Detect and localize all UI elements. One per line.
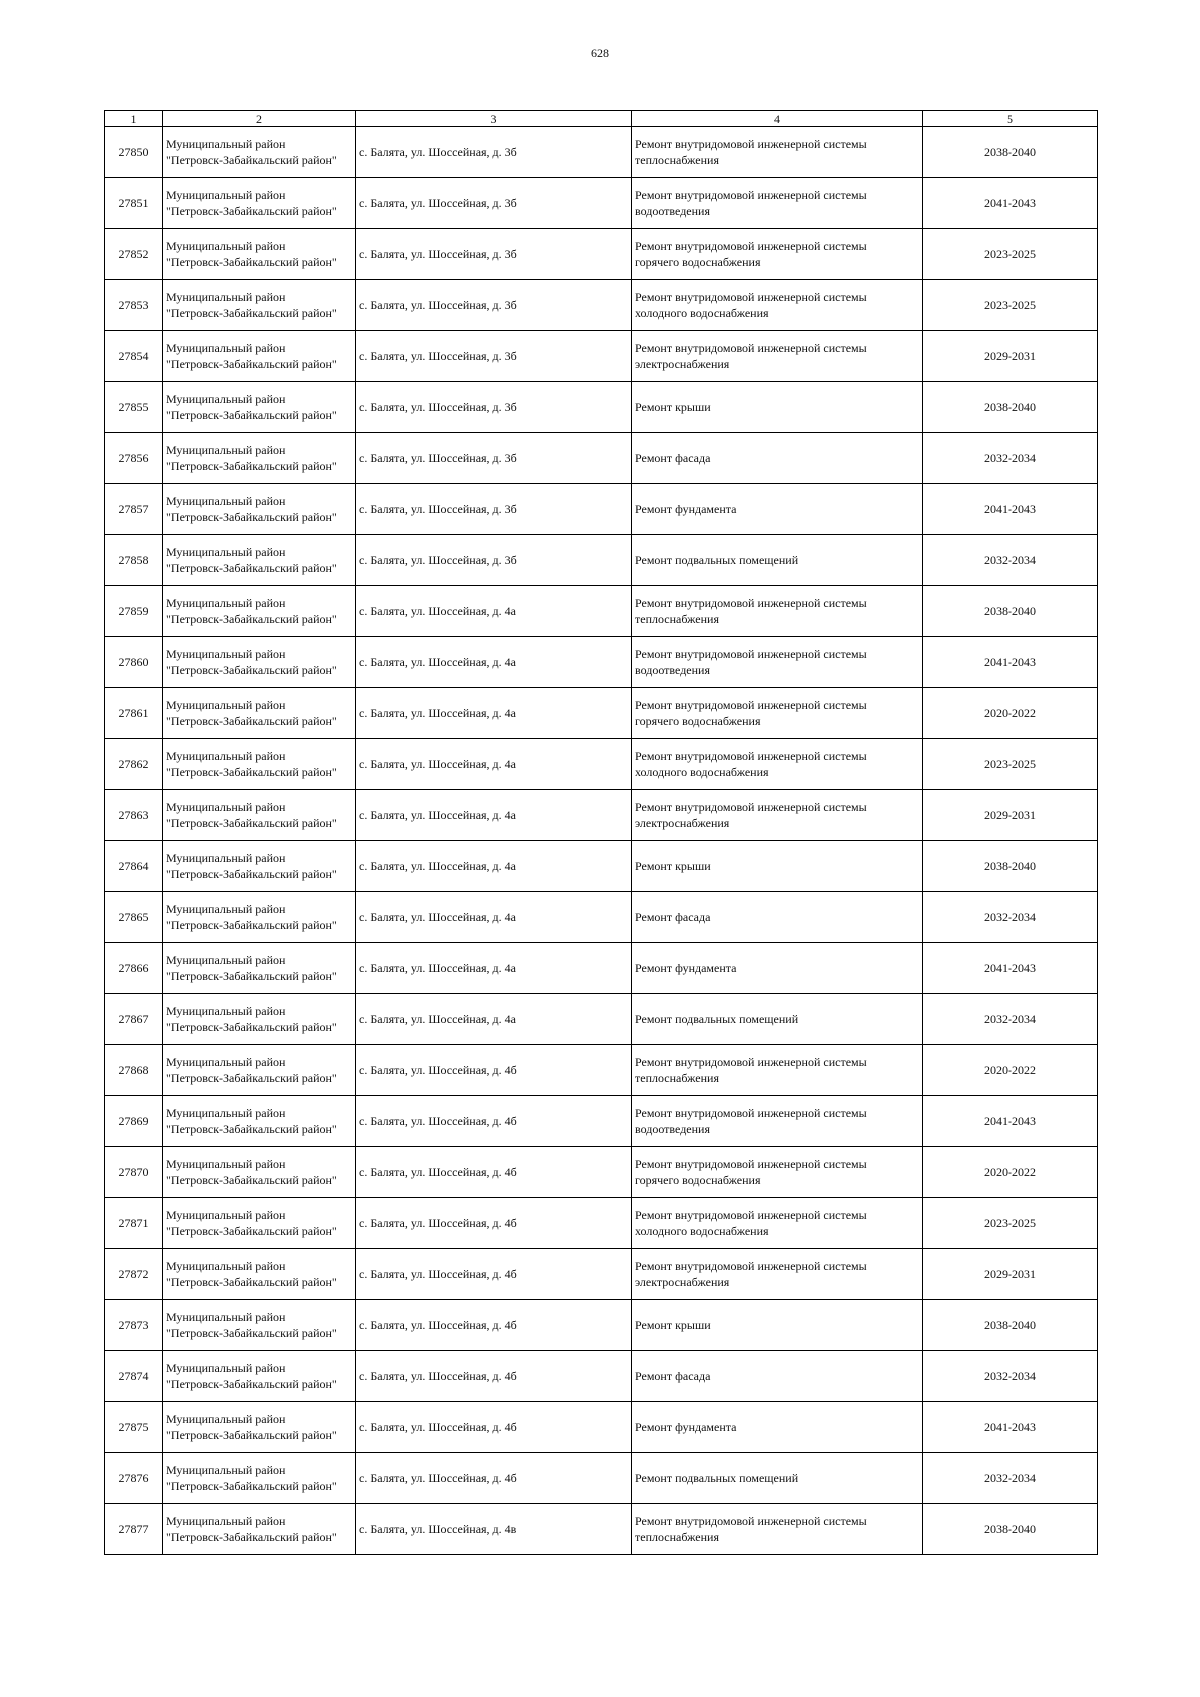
table-row xyxy=(105,382,1098,433)
municipality-line-1: Муниципальный район xyxy=(166,1412,286,1426)
planned-period: 2020-2022 xyxy=(923,1045,1098,1096)
planned-period: 2038-2040 xyxy=(923,841,1098,892)
municipality-line-2: "Петровск-Забайкальский район" xyxy=(166,561,337,575)
planned-period: 2041-2043 xyxy=(923,178,1098,229)
municipality-line-2: "Петровск-Забайкальский район" xyxy=(166,204,337,218)
work-type-line-1: Ремонт внутридомовой инженерной системы xyxy=(635,1106,867,1120)
table-row xyxy=(105,1300,1098,1351)
work-type-cell xyxy=(632,433,923,484)
work-type-line-2: теплоснабжения xyxy=(635,1071,719,1085)
municipality-line-2: "Петровск-Забайкальский район" xyxy=(166,612,337,626)
municipality-line-2: "Петровск-Забайкальский район" xyxy=(166,1326,337,1340)
municipality-line-2: "Петровск-Забайкальский район" xyxy=(166,1071,337,1085)
work-type-cell xyxy=(632,994,923,1045)
municipality-cell xyxy=(163,1402,356,1453)
work-type-cell xyxy=(632,1504,923,1555)
column-number-row xyxy=(105,111,1098,127)
table-row xyxy=(105,586,1098,637)
work-type-line-2: теплоснабжения xyxy=(635,612,719,626)
planned-period: 2038-2040 xyxy=(923,127,1098,178)
municipality-line-2: "Петровск-Забайкальский район" xyxy=(166,867,337,881)
column-header: 1 xyxy=(105,111,163,127)
municipality-line-1: Муниципальный район xyxy=(166,749,286,763)
address-cell: с. Балята, ул. Шоссейная, д. 4а xyxy=(356,790,632,841)
work-type-line-1: Ремонт фасада xyxy=(635,451,711,465)
work-type-cell xyxy=(632,535,923,586)
municipality-cell xyxy=(163,790,356,841)
municipality-line-2: "Петровск-Забайкальский район" xyxy=(166,153,337,167)
table-row xyxy=(105,1504,1098,1555)
municipality-cell xyxy=(163,1453,356,1504)
municipality-line-2: "Петровск-Забайкальский район" xyxy=(166,459,337,473)
record-number: 27851 xyxy=(105,178,163,229)
record-number: 27872 xyxy=(105,1249,163,1300)
work-type-cell xyxy=(632,178,923,229)
municipality-line-1: Муниципальный район xyxy=(166,800,286,814)
municipality-cell xyxy=(163,1300,356,1351)
work-type-cell xyxy=(632,382,923,433)
record-number: 27866 xyxy=(105,943,163,994)
record-number: 27858 xyxy=(105,535,163,586)
address-cell: с. Балята, ул. Шоссейная, д. 4а xyxy=(356,739,632,790)
work-type-cell xyxy=(632,1096,923,1147)
table-row xyxy=(105,1198,1098,1249)
address-cell: с. Балята, ул. Шоссейная, д. 4б xyxy=(356,1300,632,1351)
municipality-cell xyxy=(163,994,356,1045)
planned-period: 2032-2034 xyxy=(923,433,1098,484)
work-type-line-1: Ремонт крыши xyxy=(635,859,711,873)
record-number: 27860 xyxy=(105,637,163,688)
address-cell: с. Балята, ул. Шоссейная, д. 3б xyxy=(356,484,632,535)
work-type-cell xyxy=(632,1198,923,1249)
record-number: 27850 xyxy=(105,127,163,178)
table-row xyxy=(105,688,1098,739)
work-type-cell xyxy=(632,1249,923,1300)
record-number: 27869 xyxy=(105,1096,163,1147)
work-type-line-1: Ремонт внутридомовой инженерной системы xyxy=(635,698,867,712)
work-type-line-2: водоотведения xyxy=(635,204,710,218)
column-header: 5 xyxy=(923,111,1098,127)
work-type-cell xyxy=(632,790,923,841)
municipality-line-1: Муниципальный район xyxy=(166,1157,286,1171)
work-type-line-1: Ремонт внутридомовой инженерной системы xyxy=(635,341,867,355)
planned-period: 2032-2034 xyxy=(923,1351,1098,1402)
municipality-cell xyxy=(163,943,356,994)
planned-period: 2032-2034 xyxy=(923,892,1098,943)
municipality-line-1: Муниципальный район xyxy=(166,902,286,916)
work-type-line-1: Ремонт внутридомовой инженерной системы xyxy=(635,1208,867,1222)
table-row xyxy=(105,841,1098,892)
municipality-line-2: "Петровск-Забайкальский район" xyxy=(166,1530,337,1544)
page-number: 628 xyxy=(591,46,609,60)
work-type-cell xyxy=(632,1045,923,1096)
work-type-line-1: Ремонт внутридомовой инженерной системы xyxy=(635,1055,867,1069)
work-type-line-1: Ремонт фундамента xyxy=(635,502,737,516)
work-type-line-2: водоотведения xyxy=(635,1122,710,1136)
column-header: 3 xyxy=(356,111,632,127)
table-row xyxy=(105,637,1098,688)
work-type-cell xyxy=(632,484,923,535)
municipality-line-1: Муниципальный район xyxy=(166,1514,286,1528)
work-type-cell xyxy=(632,331,923,382)
planned-period: 2032-2034 xyxy=(923,994,1098,1045)
work-type-line-2: горячего водоснабжения xyxy=(635,714,761,728)
record-number: 27852 xyxy=(105,229,163,280)
municipality-line-1: Муниципальный район xyxy=(166,1463,286,1477)
address-cell: с. Балята, ул. Шоссейная, д. 4а xyxy=(356,994,632,1045)
municipality-line-1: Муниципальный район xyxy=(166,1259,286,1273)
work-type-line-1: Ремонт крыши xyxy=(635,400,711,414)
planned-period: 2032-2034 xyxy=(923,535,1098,586)
address-cell: с. Балята, ул. Шоссейная, д. 4б xyxy=(356,1402,632,1453)
work-type-line-1: Ремонт внутридомовой инженерной системы xyxy=(635,188,867,202)
work-type-line-1: Ремонт внутридомовой инженерной системы xyxy=(635,647,867,661)
work-type-cell xyxy=(632,739,923,790)
planned-period: 2041-2043 xyxy=(923,1402,1098,1453)
address-cell: с. Балята, ул. Шоссейная, д. 4в xyxy=(356,1504,632,1555)
record-number: 27853 xyxy=(105,280,163,331)
work-type-cell xyxy=(632,1147,923,1198)
work-type-line-2: теплоснабжения xyxy=(635,153,719,167)
planned-period: 2041-2043 xyxy=(923,637,1098,688)
municipality-line-2: "Петровск-Забайкальский район" xyxy=(166,1428,337,1442)
record-number: 27861 xyxy=(105,688,163,739)
address-cell: с. Балята, ул. Шоссейная, д. 4а xyxy=(356,943,632,994)
municipality-cell xyxy=(163,841,356,892)
municipality-line-1: Муниципальный район xyxy=(166,443,286,457)
municipality-cell xyxy=(163,1096,356,1147)
municipality-line-1: Муниципальный район xyxy=(166,290,286,304)
planned-period: 2038-2040 xyxy=(923,382,1098,433)
planned-period: 2032-2034 xyxy=(923,1453,1098,1504)
work-type-line-1: Ремонт внутридомовой инженерной системы xyxy=(635,290,867,304)
municipality-line-1: Муниципальный район xyxy=(166,392,286,406)
municipality-line-1: Муниципальный район xyxy=(166,545,286,559)
record-number: 27865 xyxy=(105,892,163,943)
work-type-line-1: Ремонт подвальных помещений xyxy=(635,1471,799,1485)
column-header: 4 xyxy=(632,111,923,127)
table-row xyxy=(105,892,1098,943)
municipality-line-1: Муниципальный район xyxy=(166,1004,286,1018)
planned-period: 2038-2040 xyxy=(923,1300,1098,1351)
work-type-cell xyxy=(632,1351,923,1402)
municipality-cell xyxy=(163,892,356,943)
planned-period: 2041-2043 xyxy=(923,1096,1098,1147)
municipality-cell xyxy=(163,280,356,331)
address-cell: с. Балята, ул. Шоссейная, д. 3б xyxy=(356,535,632,586)
address-cell: с. Балята, ул. Шоссейная, д. 4а xyxy=(356,586,632,637)
planned-period: 2023-2025 xyxy=(923,229,1098,280)
table-row xyxy=(105,943,1098,994)
work-type-line-1: Ремонт внутридомовой инженерной системы xyxy=(635,749,867,763)
municipality-cell xyxy=(163,382,356,433)
municipality-line-1: Муниципальный район xyxy=(166,953,286,967)
work-type-cell xyxy=(632,229,923,280)
work-type-line-1: Ремонт фасада xyxy=(635,1369,711,1383)
planned-period: 2023-2025 xyxy=(923,1198,1098,1249)
work-type-line-1: Ремонт внутридомовой инженерной системы xyxy=(635,596,867,610)
work-type-line-1: Ремонт подвальных помещений xyxy=(635,1012,799,1026)
address-cell: с. Балята, ул. Шоссейная, д. 3б xyxy=(356,178,632,229)
municipality-line-1: Муниципальный район xyxy=(166,1106,286,1120)
work-type-line-2: водоотведения xyxy=(635,663,710,677)
municipality-cell xyxy=(163,535,356,586)
municipality-line-2: "Петровск-Забайкальский район" xyxy=(166,1173,337,1187)
table-row xyxy=(105,1351,1098,1402)
work-type-cell xyxy=(632,586,923,637)
address-cell: с. Балята, ул. Шоссейная, д. 4а xyxy=(356,688,632,739)
municipality-cell xyxy=(163,331,356,382)
municipality-line-1: Муниципальный район xyxy=(166,137,286,151)
work-type-line-1: Ремонт подвальных помещений xyxy=(635,553,799,567)
record-number: 27876 xyxy=(105,1453,163,1504)
municipality-line-2: "Петровск-Забайкальский район" xyxy=(166,1275,337,1289)
address-cell: с. Балята, ул. Шоссейная, д. 3б xyxy=(356,382,632,433)
municipality-line-2: "Петровск-Забайкальский район" xyxy=(166,1224,337,1238)
work-type-cell xyxy=(632,892,923,943)
address-cell: с. Балята, ул. Шоссейная, д. 4б xyxy=(356,1453,632,1504)
municipality-line-2: "Петровск-Забайкальский район" xyxy=(166,1479,337,1493)
work-type-line-1: Ремонт внутридомовой инженерной системы xyxy=(635,1157,867,1171)
work-type-line-2: теплоснабжения xyxy=(635,1530,719,1544)
capital-repair-table xyxy=(104,110,1098,1555)
address-cell: с. Балята, ул. Шоссейная, д. 3б xyxy=(356,433,632,484)
municipality-line-2: "Петровск-Забайкальский район" xyxy=(166,408,337,422)
municipality-line-2: "Петровск-Забайкальский район" xyxy=(166,1122,337,1136)
work-type-line-1: Ремонт внутридомовой инженерной системы xyxy=(635,800,867,814)
address-cell: с. Балята, ул. Шоссейная, д. 4а xyxy=(356,637,632,688)
municipality-line-2: "Петровск-Забайкальский район" xyxy=(166,510,337,524)
municipality-line-1: Муниципальный район xyxy=(166,1055,286,1069)
work-type-line-1: Ремонт внутридомовой инженерной системы xyxy=(635,1259,867,1273)
work-type-line-2: холодного водоснабжения xyxy=(635,1224,769,1238)
address-cell: с. Балята, ул. Шоссейная, д. 4б xyxy=(356,1351,632,1402)
work-type-cell xyxy=(632,1300,923,1351)
table-row xyxy=(105,178,1098,229)
municipality-line-2: "Петровск-Забайкальский район" xyxy=(166,357,337,371)
table-row xyxy=(105,535,1098,586)
address-cell: с. Балята, ул. Шоссейная, д. 4а xyxy=(356,892,632,943)
municipality-cell xyxy=(163,739,356,790)
work-type-line-1: Ремонт фундамента xyxy=(635,1420,737,1434)
table-row xyxy=(105,1249,1098,1300)
municipality-line-1: Муниципальный район xyxy=(166,494,286,508)
municipality-cell xyxy=(163,1351,356,1402)
address-cell: с. Балята, ул. Шоссейная, д. 4а xyxy=(356,841,632,892)
record-number: 27873 xyxy=(105,1300,163,1351)
table-row xyxy=(105,280,1098,331)
record-number: 27877 xyxy=(105,1504,163,1555)
table-row xyxy=(105,1045,1098,1096)
address-cell: с. Балята, ул. Шоссейная, д. 4б xyxy=(356,1198,632,1249)
record-number: 27874 xyxy=(105,1351,163,1402)
municipality-line-2: "Петровск-Забайкальский район" xyxy=(166,255,337,269)
address-cell: с. Балята, ул. Шоссейная, д. 3б xyxy=(356,127,632,178)
planned-period: 2023-2025 xyxy=(923,739,1098,790)
table-row xyxy=(105,1147,1098,1198)
record-number: 27857 xyxy=(105,484,163,535)
municipality-line-2: "Петровск-Забайкальский район" xyxy=(166,918,337,932)
work-type-line-1: Ремонт внутридомовой инженерной системы xyxy=(635,239,867,253)
table-row xyxy=(105,331,1098,382)
record-number: 27867 xyxy=(105,994,163,1045)
municipality-line-2: "Петровск-Забайкальский район" xyxy=(166,306,337,320)
municipality-line-1: Муниципальный район xyxy=(166,188,286,202)
address-cell: с. Балята, ул. Шоссейная, д. 3б xyxy=(356,331,632,382)
address-cell: с. Балята, ул. Шоссейная, д. 3б xyxy=(356,280,632,331)
work-type-cell xyxy=(632,943,923,994)
municipality-cell xyxy=(163,1045,356,1096)
work-type-line-2: электроснабжения xyxy=(635,816,730,830)
planned-period: 2038-2040 xyxy=(923,586,1098,637)
municipality-cell xyxy=(163,586,356,637)
table-row xyxy=(105,484,1098,535)
planned-period: 2041-2043 xyxy=(923,943,1098,994)
record-number: 27855 xyxy=(105,382,163,433)
table-row xyxy=(105,433,1098,484)
work-type-cell xyxy=(632,1453,923,1504)
work-type-line-2: горячего водоснабжения xyxy=(635,1173,761,1187)
column-header: 2 xyxy=(163,111,356,127)
municipality-cell xyxy=(163,1198,356,1249)
municipality-line-2: "Петровск-Забайкальский район" xyxy=(166,714,337,728)
work-type-line-2: электроснабжения xyxy=(635,357,730,371)
table-row xyxy=(105,1402,1098,1453)
municipality-cell xyxy=(163,688,356,739)
address-cell: с. Балята, ул. Шоссейная, д. 4б xyxy=(356,1147,632,1198)
record-number: 27868 xyxy=(105,1045,163,1096)
municipality-line-1: Муниципальный район xyxy=(166,647,286,661)
work-type-line-1: Ремонт фасада xyxy=(635,910,711,924)
work-type-line-2: холодного водоснабжения xyxy=(635,306,769,320)
work-type-line-2: электроснабжения xyxy=(635,1275,730,1289)
work-type-line-1: Ремонт внутридомовой инженерной системы xyxy=(635,1514,867,1528)
municipality-line-1: Муниципальный район xyxy=(166,341,286,355)
planned-period: 2023-2025 xyxy=(923,280,1098,331)
table-row xyxy=(105,127,1098,178)
planned-period: 2020-2022 xyxy=(923,1147,1098,1198)
municipality-cell xyxy=(163,637,356,688)
address-cell: с. Балята, ул. Шоссейная, д. 4б xyxy=(356,1096,632,1147)
record-number: 27856 xyxy=(105,433,163,484)
municipality-line-1: Муниципальный район xyxy=(166,596,286,610)
municipality-cell xyxy=(163,1147,356,1198)
municipality-line-2: "Петровск-Забайкальский район" xyxy=(166,1020,337,1034)
work-type-line-2: горячего водоснабжения xyxy=(635,255,761,269)
address-cell: с. Балята, ул. Шоссейная, д. 4б xyxy=(356,1249,632,1300)
record-number: 27854 xyxy=(105,331,163,382)
table-row xyxy=(105,994,1098,1045)
work-type-line-1: Ремонт крыши xyxy=(635,1318,711,1332)
address-cell: с. Балята, ул. Шоссейная, д. 3б xyxy=(356,229,632,280)
municipality-line-2: "Петровск-Забайкальский район" xyxy=(166,1377,337,1391)
record-number: 27875 xyxy=(105,1402,163,1453)
address-cell: с. Балята, ул. Шоссейная, д. 4б xyxy=(356,1045,632,1096)
record-number: 27870 xyxy=(105,1147,163,1198)
planned-period: 2029-2031 xyxy=(923,790,1098,841)
table-row xyxy=(105,1453,1098,1504)
work-type-line-2: холодного водоснабжения xyxy=(635,765,769,779)
planned-period: 2029-2031 xyxy=(923,1249,1098,1300)
municipality-line-2: "Петровск-Забайкальский район" xyxy=(166,969,337,983)
municipality-line-1: Муниципальный район xyxy=(166,1361,286,1375)
work-type-line-1: Ремонт внутридомовой инженерной системы xyxy=(635,137,867,151)
municipality-line-2: "Петровск-Забайкальский район" xyxy=(166,816,337,830)
municipality-line-2: "Петровск-Забайкальский район" xyxy=(166,663,337,677)
municipality-line-1: Муниципальный район xyxy=(166,239,286,253)
record-number: 27859 xyxy=(105,586,163,637)
record-number: 27871 xyxy=(105,1198,163,1249)
municipality-cell xyxy=(163,433,356,484)
municipality-line-1: Муниципальный район xyxy=(166,1310,286,1324)
municipality-cell xyxy=(163,127,356,178)
municipality-cell xyxy=(163,229,356,280)
municipality-cell xyxy=(163,178,356,229)
municipality-cell xyxy=(163,484,356,535)
table-row xyxy=(105,1096,1098,1147)
municipality-line-1: Муниципальный район xyxy=(166,1208,286,1222)
work-type-line-1: Ремонт фундамента xyxy=(635,961,737,975)
work-type-cell xyxy=(632,688,923,739)
planned-period: 2041-2043 xyxy=(923,484,1098,535)
work-type-cell xyxy=(632,280,923,331)
table-row xyxy=(105,739,1098,790)
table-body xyxy=(105,127,1098,1555)
record-number: 27864 xyxy=(105,841,163,892)
planned-period: 2020-2022 xyxy=(923,688,1098,739)
municipality-line-2: "Петровск-Забайкальский район" xyxy=(166,765,337,779)
municipality-line-1: Муниципальный район xyxy=(166,698,286,712)
record-number: 27862 xyxy=(105,739,163,790)
work-type-cell xyxy=(632,1402,923,1453)
work-type-cell xyxy=(632,841,923,892)
work-type-cell xyxy=(632,127,923,178)
municipality-cell xyxy=(163,1249,356,1300)
record-number: 27863 xyxy=(105,790,163,841)
work-type-cell xyxy=(632,637,923,688)
planned-period: 2038-2040 xyxy=(923,1504,1098,1555)
municipality-cell xyxy=(163,1504,356,1555)
table-row xyxy=(105,229,1098,280)
municipality-line-1: Муниципальный район xyxy=(166,851,286,865)
table-row xyxy=(105,790,1098,841)
planned-period: 2029-2031 xyxy=(923,331,1098,382)
